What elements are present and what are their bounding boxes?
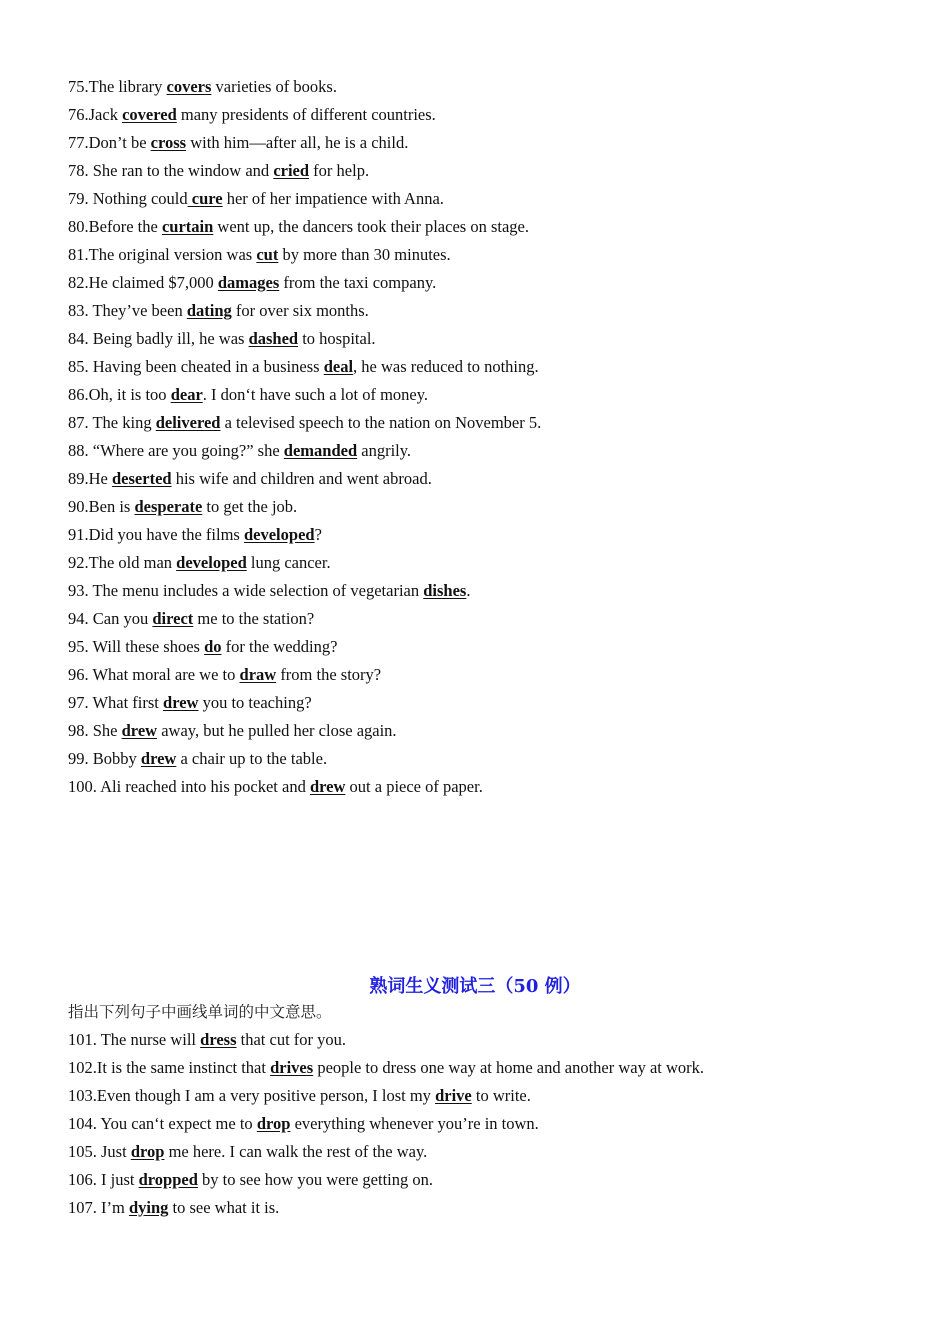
instruction-text: 指出下列句子中画线单词的中文意思。 <box>68 1003 332 1021</box>
list-item: 92.The old man developed lung cancer. <box>68 553 331 572</box>
list-item: 89.He deserted his wife and children and went abroad. <box>68 469 432 488</box>
underlined-word: direct <box>152 609 194 628</box>
underlined-word: drew <box>309 777 346 796</box>
list-item: 84. Being badly ill, he was dashed to hospital. <box>68 329 376 348</box>
underlined-word: dropped <box>138 1170 198 1189</box>
underlined-word: cross <box>150 133 187 152</box>
list-item: 88. “Where are you going?” she demanded angrily. <box>68 441 412 460</box>
list-item: 94. Can you direct me to the station? <box>68 609 315 628</box>
underlined-word: dashed <box>248 329 299 348</box>
underlined-word: dying <box>128 1198 169 1217</box>
list-item: 102.It is the same instinct that drives people to dress one way at home and another way at work. <box>68 1058 705 1077</box>
list-item: 91.Did you have the films developed? <box>68 525 322 544</box>
list-item: 101. The nurse will dress that cut for you. <box>68 1030 347 1049</box>
underlined-word: dishes <box>423 581 467 600</box>
sentence-list-101-107 <box>68 1026 704 1222</box>
list-item: 90.Ben is desperate to get the job. <box>68 497 298 516</box>
list-item: 82.He claimed $7,000 damages from the taxi company. <box>68 273 437 292</box>
list-item: 85. Having been cheated in a business deal, he was reduced to nothing. <box>68 357 539 376</box>
underlined-word: desperate <box>134 497 203 516</box>
underlined-word: drew <box>163 693 199 712</box>
list-item: 100. Ali reached into his pocket and drew out a piece of paper. <box>68 777 483 796</box>
section-title: 熟词生义测试三（50 例） <box>369 976 581 997</box>
underlined-word: draw <box>239 665 277 684</box>
list-item: 83. They’ve been dating for over six months. <box>68 301 369 320</box>
list-item: 76.Jack covered many presidents of different countries. <box>68 105 436 124</box>
list-item: 106. I just dropped by to see how you were getting on. <box>68 1170 433 1189</box>
list-item: 79. Nothing could cure her of her impatience with Anna. <box>68 189 444 208</box>
underlined-word: dress <box>200 1030 237 1049</box>
underlined-word: cut <box>256 245 279 264</box>
underlined-word: drop <box>130 1142 165 1161</box>
list-item: 98. She drew away, but he pulled her close again. <box>68 721 397 740</box>
list-item: 95. Will these shoes do for the wedding? <box>68 637 338 656</box>
list-item: 104. You can‘t expect me to drop everything whenever you’re in town. <box>68 1114 539 1133</box>
list-item: 96. What moral are we to draw from the story? <box>68 665 382 684</box>
list-item: 80.Before the curtain went up, the dancers took their places on stage. <box>68 217 529 236</box>
sentence-list-75-100 <box>68 73 541 801</box>
underlined-word: damages <box>217 273 280 292</box>
underlined-word: cure <box>187 189 223 208</box>
list-item: 86.Oh, it is too dear. I don‘t have such a lot of money. <box>68 385 429 404</box>
underlined-word: developed <box>243 525 315 544</box>
underlined-word: deal <box>323 357 354 376</box>
underlined-word: drew <box>140 749 177 768</box>
underlined-word: deserted <box>112 469 172 488</box>
underlined-word: cried <box>273 161 310 180</box>
underlined-word: drive <box>435 1086 472 1105</box>
list-item: 81.The original version was cut by more than 30 minutes. <box>68 245 451 264</box>
underlined-word: curtain <box>161 217 214 236</box>
list-item: 103.Even though I am a very positive person, I lost my drive to write. <box>68 1086 531 1105</box>
list-item: 87. The king delivered a televised speech to the nation on November 5. <box>68 413 542 432</box>
list-item: 97. What first drew you to teaching? <box>68 693 312 712</box>
list-item: 77.Don’t be cross with him—after all, he is a child. <box>68 133 409 152</box>
underlined-word: developed <box>176 553 247 572</box>
list-item: 93. The menu includes a wide selection of vegetarian dishes. <box>68 581 471 600</box>
underlined-word: demanded <box>283 441 358 460</box>
underlined-word: drew <box>121 721 158 740</box>
underlined-word: delivered <box>155 413 221 432</box>
list-item: 99. Bobby drew a chair up to the table. <box>68 749 328 768</box>
underlined-word: covered <box>122 105 177 124</box>
list-item: 78. She ran to the window and cried for help. <box>68 161 370 180</box>
underlined-word: dear <box>170 385 203 404</box>
underlined-word: covers <box>166 77 212 96</box>
list-item: 75.The library covers varieties of books. <box>68 77 337 96</box>
underlined-word: drop <box>256 1114 291 1133</box>
underlined-word: dating <box>186 301 232 320</box>
list-item: 105. Just drop me here. I can walk the rest of the way. <box>68 1142 428 1161</box>
list-item: 107. I’m dying to see what it is. <box>68 1198 280 1217</box>
underlined-word: drives <box>270 1058 314 1077</box>
underlined-word: do <box>204 637 222 656</box>
